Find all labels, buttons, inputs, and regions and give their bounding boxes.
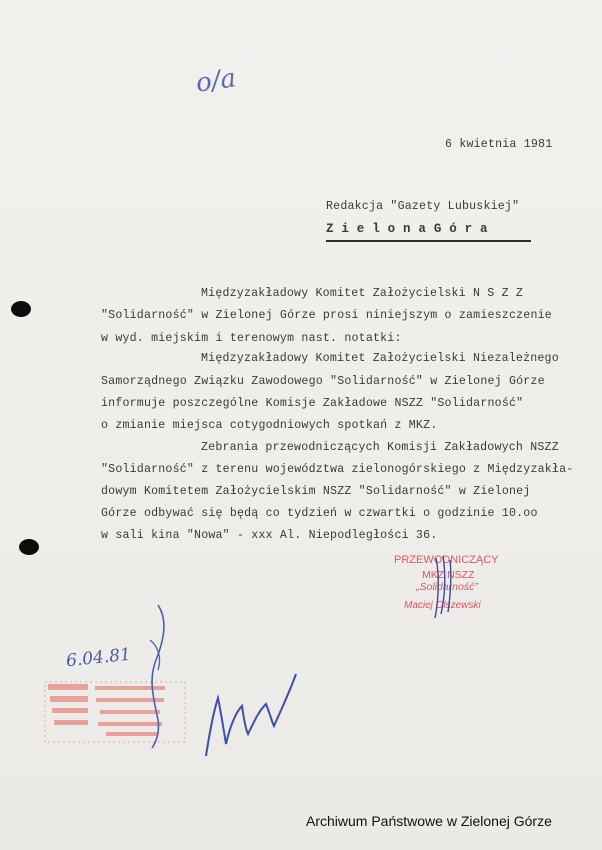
stamp-title: PRZEWODNICZĄCY: [394, 554, 499, 566]
body-line-10: dowym Komitetem Założycielskim NSZZ "Solidarność" w Zielonej: [101, 485, 531, 498]
handwritten-date: 6.04.81: [65, 644, 132, 672]
addressee-underline: [326, 240, 531, 242]
body-line-5: Samorządnego Związku Zawodowego "Solidarność" w Zielonej Górze: [101, 375, 545, 388]
archive-caption: Archiwum Państwowe w Zielonej Górze: [306, 813, 552, 829]
body-line-8: Zebrania przewodniczących Komisji Zakładowych NSZZ: [201, 441, 559, 454]
addressee-line-2: Z i e l o n a G ó r a: [326, 222, 488, 236]
body-line-3: w wyd. miejskim i terenowym nast. notatki:: [101, 332, 402, 345]
stamp-line-3: „Solidarność”: [416, 581, 478, 593]
chairman-signature: [388, 548, 528, 628]
letter-date: 6 kwietnia 1981: [445, 138, 553, 151]
addressee-line-1: Redakcja "Gazety Lubuskiej": [326, 200, 520, 213]
body-line-9: "Solidarność" z terenu województwa zielonogórskiego z Międzyzakła-: [101, 463, 574, 476]
blue-signature-lower: [200, 660, 310, 770]
body-line-1: Międzyzakładowy Komitet Założycielski N S Z Z: [201, 287, 524, 300]
blue-signature-mark: [128, 600, 188, 750]
body-line-4: Międzyzakładowy Komitet Założycielski Niezależnego: [201, 352, 559, 365]
handwritten-annotation: o/a: [194, 63, 238, 99]
body-line-12: w sali kina "Nowa" - xxx Al. Niepodległości 36.: [101, 529, 438, 542]
body-line-7: o zmianie miejsca cotygodniowych spotkań z MKZ.: [101, 419, 438, 432]
body-line-6: informuje poszczególne Komisje Zakładowe NSZZ "Solidarność": [101, 397, 524, 410]
stamp-name: Maciej Olszewski: [404, 600, 481, 611]
body-line-11: Górze odbywać się będą co tydzień w czwartki o godzinie 10.oo: [101, 507, 538, 520]
stamp-line-2: MKZ NSZZ: [422, 569, 475, 581]
chairman-stamp: [388, 548, 528, 628]
punch-hole-bottom: [19, 539, 39, 555]
body-line-2: "Solidarność" w Zielonej Górze prosi niniejszym o zamieszczenie: [101, 309, 552, 322]
punch-hole-top: [11, 301, 31, 317]
